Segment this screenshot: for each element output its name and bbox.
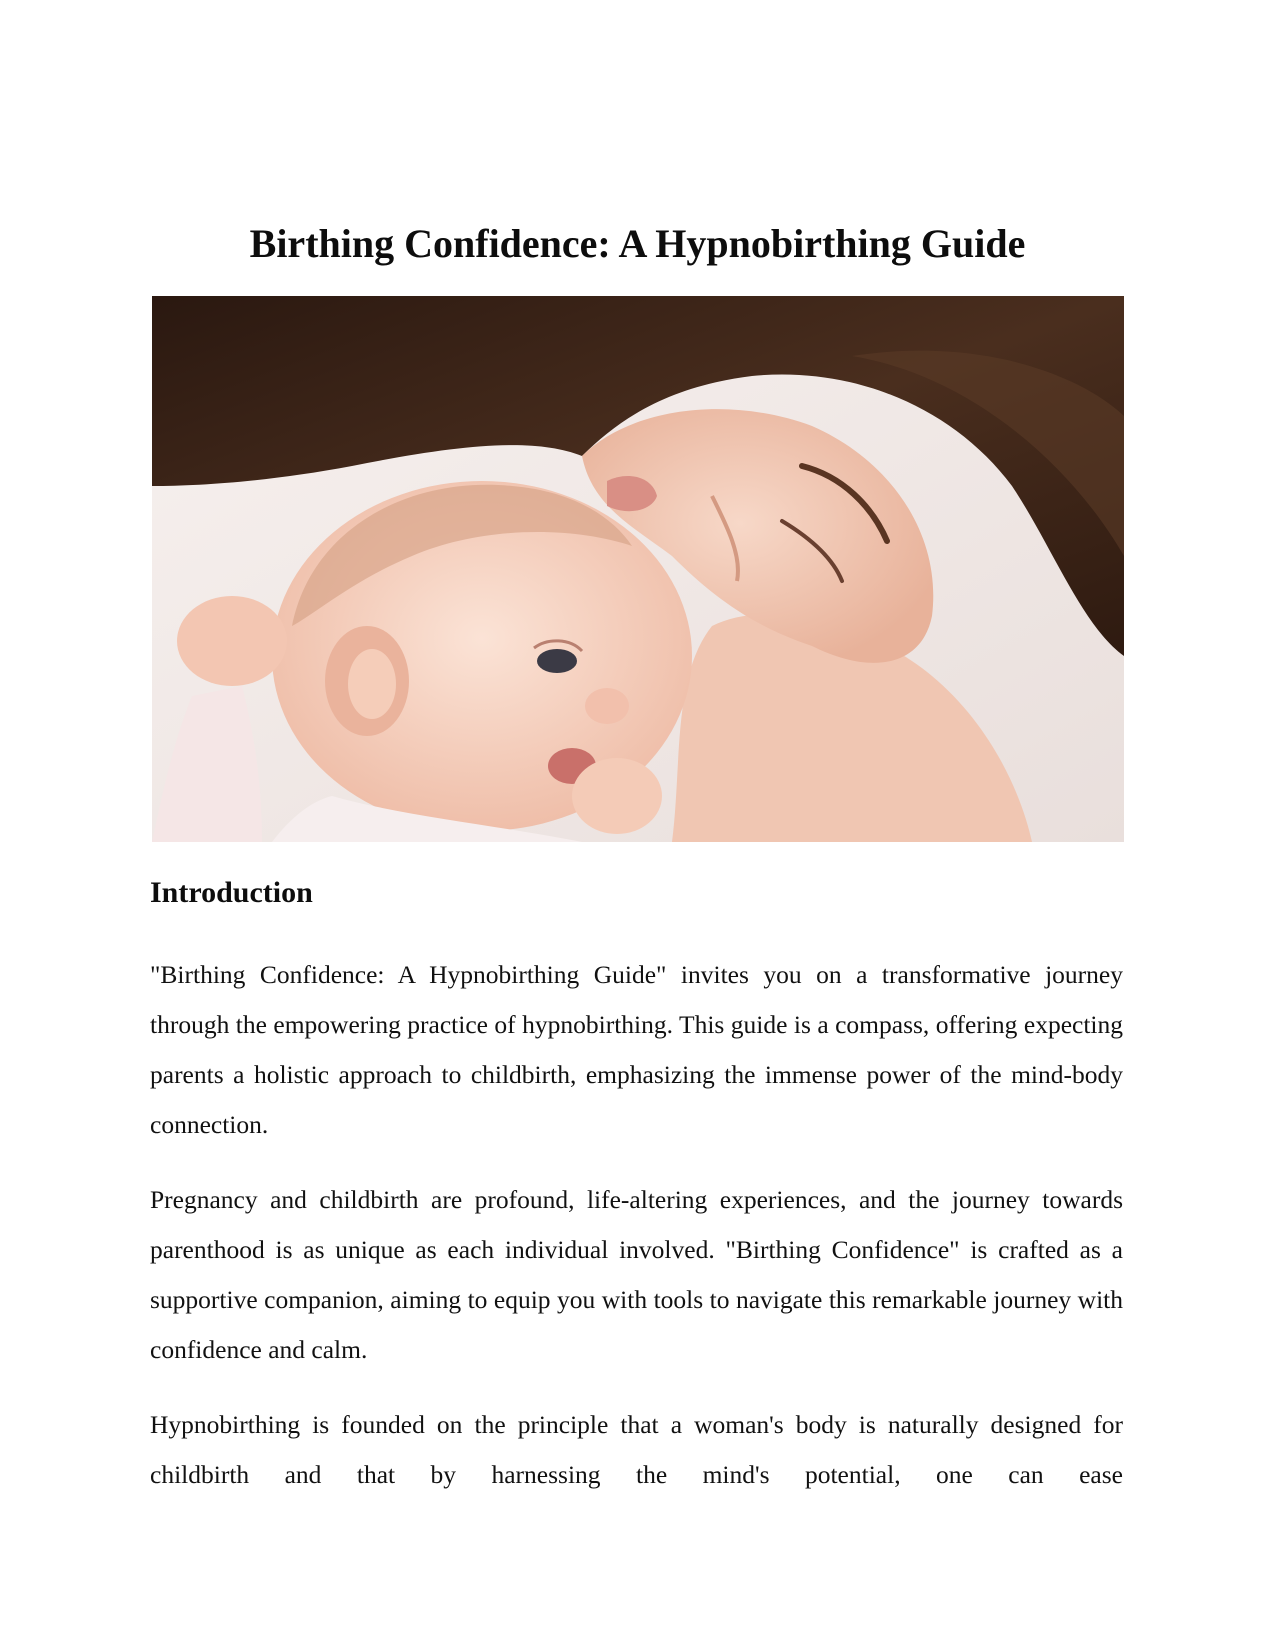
hero-photo-mother-and-baby	[152, 296, 1124, 842]
intro-paragraph-1: "Birthing Confidence: A Hypnobirthing Guide" invites you on a transformative journey through the empowering practice of hypnobirthing. This guide is a compass, offering expecting parents a holistic approach to childbirth, emphasizing the immense power of the mind-body connection.	[150, 960, 1123, 1139]
section-heading-introduction: Introduction	[150, 876, 313, 909]
intro-paragraph-3: Hypnobirthing is founded on the principle that a woman's body is naturally designed for childbirth and that by harnessing the mind's potential, one can ease	[150, 1410, 1123, 1489]
document-title: Birthing Confidence: A Hypnobirthing Guide	[249, 221, 1026, 266]
mother-baby-illustration	[152, 296, 1124, 842]
intro-paragraph-2: Pregnancy and childbirth are profound, life-altering experiences, and the journey towards parenthood is as unique as each individual involved. "Birthing Confidence" is crafted as a supportive companion, aiming to equip you with tools to navigate this remarkable journey with confidence and calm.	[150, 1185, 1123, 1364]
